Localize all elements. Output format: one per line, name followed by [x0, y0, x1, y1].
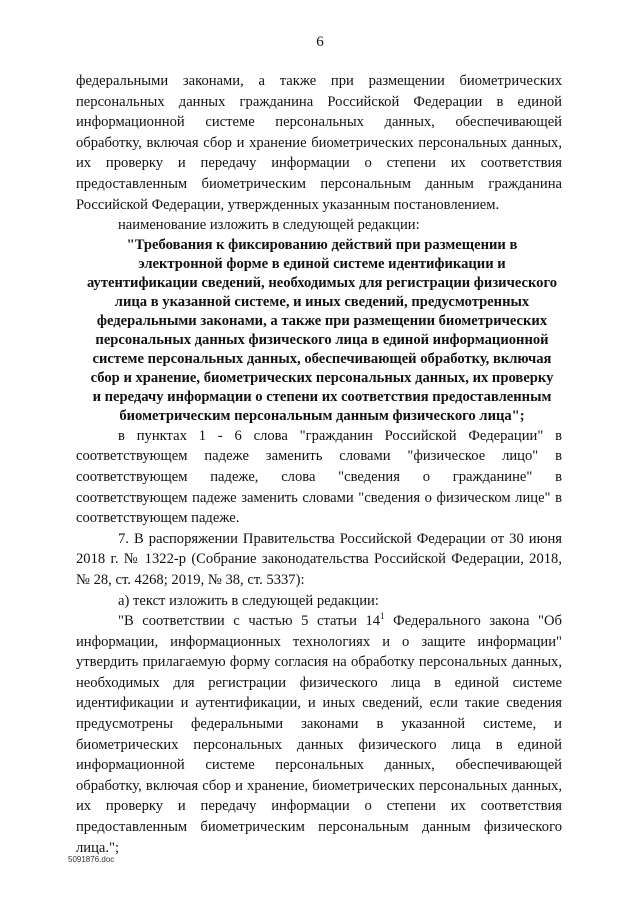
paragraph-continuation: федеральными законами, а также при размещении биометрических персональных данных гражданина Российской Федерации в единой информационной системе персональных данных, обеспечивающей обработку, включая сбор и хранение биометрических персональных данных, их проверку и передачу информации о степени их соответствия предоставленным биометрическим персональным данным гражданина Российской Федерации, утвержденных указанным постановлением.: [76, 73, 562, 213]
quote-start: "В соответствии с частью 5 статьи 14: [118, 613, 381, 630]
paragraph-naming: наименование изложить в следующей редакции:: [118, 217, 420, 234]
paragraph-item-7: 7. В распоряжении Правительства Российской Федерации от 30 июня 2018 г. № 1322-р (Собрание законодательства Российской Федерации, 2018, № 28, ст. 4268; 2019, № 38, ст. 5337):: [76, 530, 562, 588]
page-number: 6: [316, 34, 324, 50]
new-title-quote: "Требования к фиксированию действий при размещении в электронной форме в единой системе идентификации и аутентификации сведений, необходимых для регистрации физического лица в указанной системе, и иных сведений, предусмотренных федеральными законами, а также при размещении биометрических персональных данных физического лица в единой информационной системе персональных данных, обеспечивающей обработку, включая сбор и хранение, биометрических персональных данных, их проверку и передачу информации о степени их соответствия предоставленным биометрическим персональным данным физического лица";: [86, 236, 558, 424]
quote-rest: Федерального закона "Об информации, информационных технологиях и о защите информации" утвердить прилагаемую форму согласия на обработку персональных данных, необходимых для регистрации физического лица в единой системе идентификации и аутентификации, и иных сведений, если такие сведения предусмотрены федеральными законами в указанной системе, и биометрических персональных данных физического лица в единой информационной системе персональных данных, обеспечивающей обработку, включая сбор и хранение, биометрических персональных данных, их проверку и передачу информации о степени их соответствия предоставленным биометрическим персональным данным физического лица.";: [76, 613, 562, 856]
paragraph-quoted-text: [76, 611, 562, 858]
paragraph-subitem-a: а) текст изложить в следующей редакции:: [118, 592, 379, 609]
document-body: [76, 71, 562, 858]
superscript-article: 1: [380, 611, 385, 622]
paragraph-points: в пунктах 1 - 6 слова "гражданин Российской Федерации" в соответствующем падеже заменить словами "физическое лицо" в соответствующем падеже, слова "сведения о гражданине" в соответствующем падеже заменить словами "сведения о физическом лице" в соответствующем падеже.: [76, 427, 562, 527]
document-code: 5091876.doc: [68, 855, 115, 864]
